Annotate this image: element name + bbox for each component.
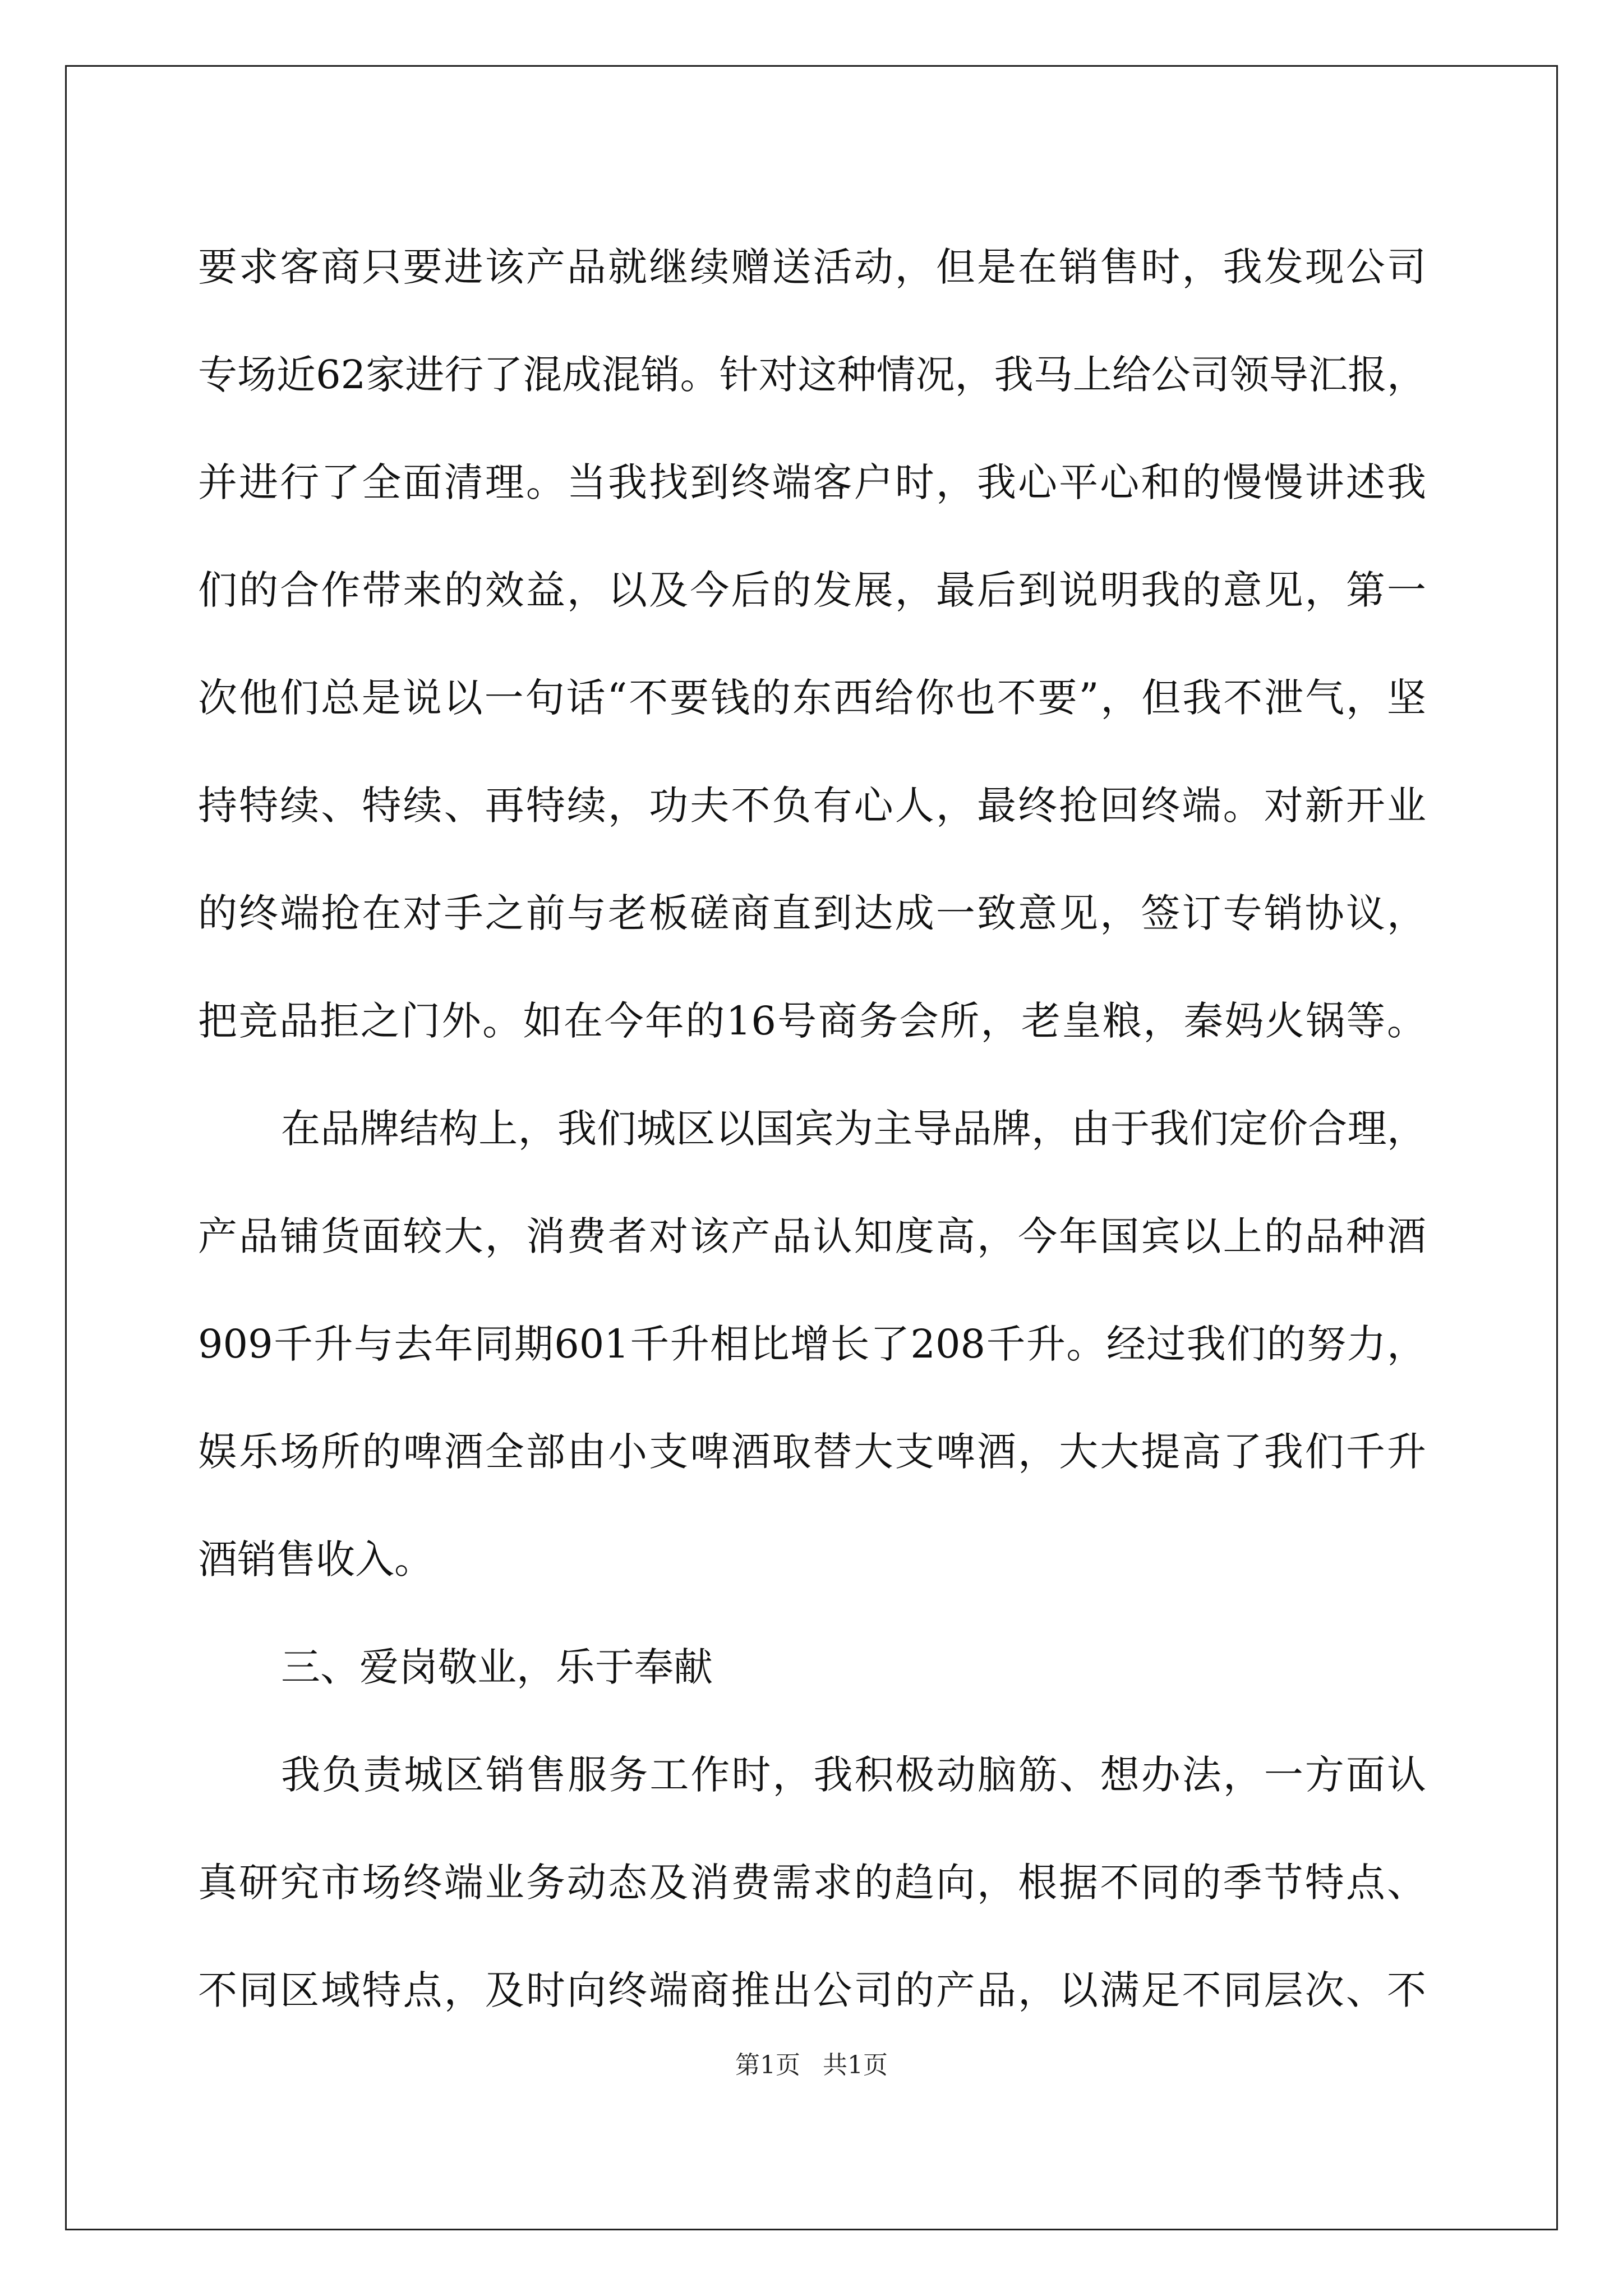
text-line xyxy=(198,429,1426,536)
text-line xyxy=(198,1936,1426,2044)
text-line-content: 持特续、特续、再特续，功夫不负有心人，最终抢回终端。对新开业 xyxy=(198,783,1426,829)
text-line xyxy=(198,1075,1426,1182)
text-line xyxy=(198,644,1426,752)
text-line-content: 专场近62家进行了混成混销。针对这种情况，我马上给公司领导汇报， xyxy=(198,352,1426,398)
text-line-content: 次他们总是说以一句话“不要钱的东西给你也不要”，但我不泄气，坚 xyxy=(198,675,1426,721)
text-line xyxy=(198,321,1426,429)
text-line xyxy=(198,1398,1426,1506)
text-line xyxy=(198,536,1426,644)
text-line-content: 真研究市场终端业务动态及消费需求的趋向，根据不同的季节特点、 xyxy=(198,1860,1426,1906)
text-line-content: 产品铺货面较大，消费者对该产品认知度高，今年国宾以上的品种酒 xyxy=(198,1213,1426,1259)
text-line-content: 并进行了全面清理。当我找到终端客户时，我心平心和的慢慢讲述我 xyxy=(198,459,1426,505)
text-line xyxy=(198,1721,1426,1829)
text-line xyxy=(198,213,1426,321)
text-line-content: 要求客商只要进该产品就继续赠送活动，但是在销售时，我发现公司 xyxy=(198,244,1426,290)
text-line xyxy=(198,1829,1426,1936)
page-number: 第1页 xyxy=(735,2051,800,2079)
text-line-content: 的终端抢在对手之前与老板磋商直到达成一致意见，签订专销协议， xyxy=(198,890,1426,936)
text-line-content: 们的合作带来的效益，以及今后的发展，最后到说明我的意见，第一 xyxy=(198,567,1426,613)
text-line-content: 把竞品拒之门外。如在今年的16号商务会所，老皇粮，秦妈火锅等。 xyxy=(198,998,1426,1044)
text-line xyxy=(198,1182,1426,1290)
text-line-content: 不同区域特点，及时向终端商推出公司的产品，以满足不同层次、不 xyxy=(198,1967,1426,2013)
text-line xyxy=(198,859,1426,967)
page-total: 共1页 xyxy=(823,2051,888,2079)
text-line-content: 909千升与去年同期601千升相比增长了208千升。经过我们的努力， xyxy=(198,1321,1426,1367)
text-line xyxy=(198,1290,1426,1398)
text-line xyxy=(198,967,1426,1075)
text-line-content: 我负责城区销售服务工作时，我积极动脑筋、想办法，一方面认 xyxy=(281,1752,1426,1798)
text-line-content: 在品牌结构上，我们城区以国宾为主导品牌，由于我们定价合理， xyxy=(281,1106,1426,1152)
text-line-content: 娱乐场所的啤酒全部由小支啤酒取替大支啤酒，大大提高了我们千升 xyxy=(198,1429,1426,1475)
text-line-content: 酒销售收入。 xyxy=(198,1536,434,1582)
text-line xyxy=(198,1506,1426,1613)
text-line xyxy=(198,752,1426,859)
text-line xyxy=(198,1613,1426,1721)
page-footer xyxy=(0,2049,1623,2082)
text-line-content: 三、爱岗敬业，乐于奉献 xyxy=(281,1644,713,1690)
document-body xyxy=(198,213,1426,2044)
